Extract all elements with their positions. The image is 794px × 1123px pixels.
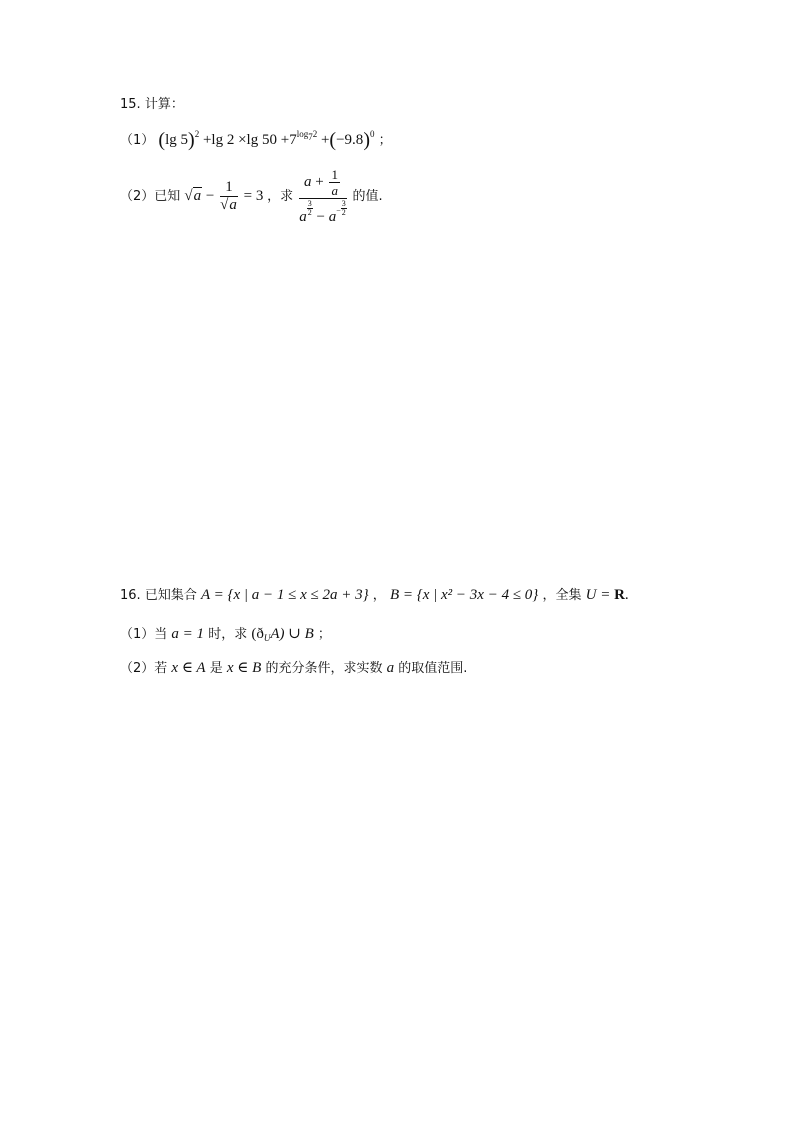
q15-part1: （1） (lg 5)$^2$ +lg 2 ×lg $50 +7^{log_72} +(-9.8)^0$ ； — [120, 129, 392, 151]
q16-set-a: A = {x | a − 1 ≤ x ≤ 2a + 3} — [200, 587, 369, 603]
q16-part1: （1）当 a = 1 时，求 $(ð_UA)$ ∪ B ； — [120, 626, 331, 643]
q16-part1-expression: $(ð_UA)$ ∪ B — [251, 626, 314, 643]
q15-part1-expression: (lg 5)$^2$ +lg 2 ×lg $50 +7^{log_72} +(-9.8)^0$ — [158, 129, 375, 151]
q15-title: 计算： — [144, 97, 184, 112]
q15-part2-condition: √a − $\frac{1}{√a}$ = 3 — [184, 179, 264, 213]
q15-part1-label: （1） — [120, 133, 155, 148]
q16-set-b: B = {x | x² − 3x − 4 ≤ 0} — [389, 587, 539, 603]
q15-title-line — [120, 98, 184, 111]
q15-number: 15. — [120, 97, 141, 112]
q16-number: 16. — [120, 588, 141, 603]
q15-part2-target-fraction: a + $\frac{1}{a}$ a $\frac{3}{2}$ − a− $\frac{3}{2}$ — [299, 167, 346, 225]
q15-part2-label: （2）已知 — [120, 189, 181, 204]
q16-reals: R — [614, 587, 625, 603]
q16-part2: （2）若 x ∈ A 是 x ∈ B 的充分条件，求实数 a 的取值范围. — [120, 660, 468, 676]
q15-part2: （2）已知 √a − $\frac{1}{√a}$ = 3 ，求 a + $\frac{1}{a}$ a $\frac{3}{2}$ − a− $\frac{3}{2}$ 的值. — [120, 167, 383, 225]
q16-stem: 16. 已知集合 A = {x | a − 1 ≤ x ≤ 2a + 3} ， B = {x | x² − 3x − 4 ≤ 0} ，全集 U = R. — [120, 587, 629, 603]
